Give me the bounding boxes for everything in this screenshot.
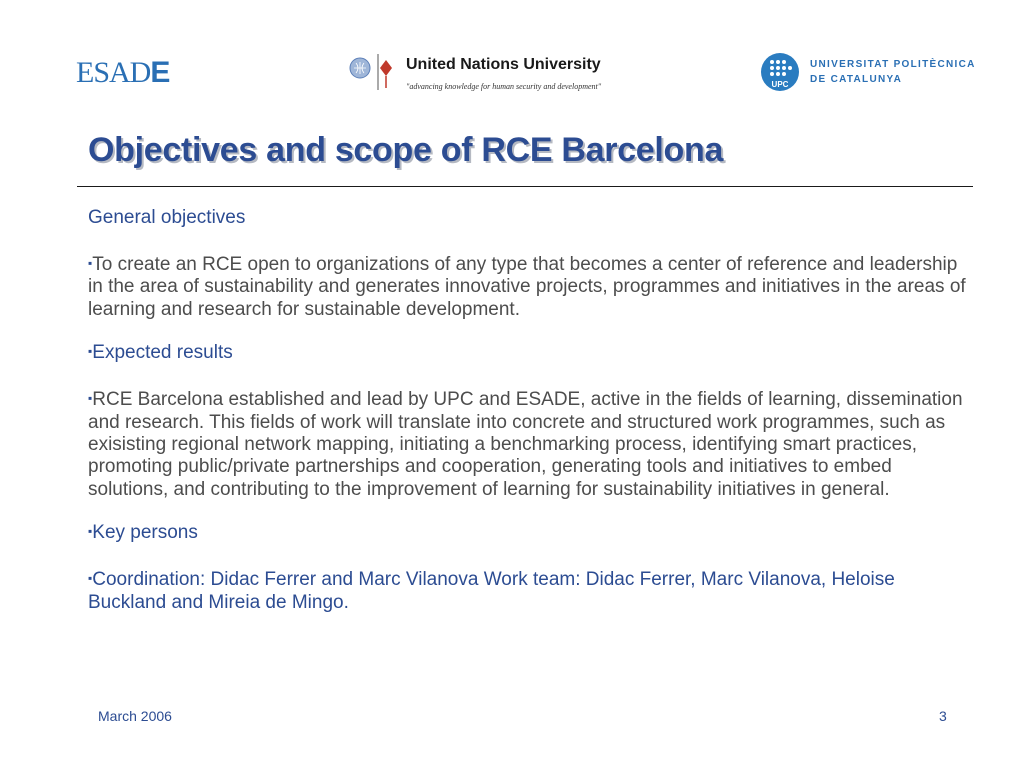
slide-title: Objectives and scope of RCE Barcelona <box>88 131 724 169</box>
esade-logo-main: ESAD <box>76 56 151 89</box>
bullet-icon: ▪ <box>88 256 93 270</box>
esade-logo-bold: E <box>150 56 171 89</box>
expected-results-text: RCE Barcelona established and lead by UPC and ESADE, active in the fields of learning, dissemination and research. This fields of work will translate into concrete and structured work programmes, such as exisisting regional network mapping, initiating a benchmarking process, identifying smart practices, promoting public/private partnerships and cooperation, generating tools and initiatives to embed solutions, and contributing to the improvement of learning for sustainability initiatives in general. <box>88 389 963 500</box>
footer-page-number: 3 <box>939 708 947 724</box>
title-divider <box>77 186 973 187</box>
bullet-icon: ▪ <box>88 524 93 539</box>
esade-logo <box>76 56 170 90</box>
slide-content <box>88 206 968 632</box>
key-persons-paragraph <box>88 567 968 614</box>
key-persons-text: Coordination: Didac Ferrer and Marc Vilanova Work team: Didac Ferrer, Marc Vilanova, Heloise Buckland and Mireia de Mingo. <box>88 569 895 613</box>
un-emblem-icon <box>348 52 402 92</box>
bullet-icon: ▪ <box>88 571 93 586</box>
footer-date: March 2006 <box>98 708 172 724</box>
key-persons-heading <box>88 519 968 545</box>
expected-results-heading <box>88 339 968 365</box>
general-objectives-text: To create an RCE open to organizations of any type that becomes a center of reference and leadership in the area of sustainability and generates innovative projects, programmes and initiatives in the areas of learning and research for sustainable development. <box>88 254 966 320</box>
bullet-icon: ▪ <box>88 344 93 359</box>
key-persons-heading-text: Key persons <box>92 522 198 544</box>
unu-name: United Nations University <box>406 56 601 73</box>
expected-results-paragraph <box>88 387 968 501</box>
bullet-icon: ▪ <box>88 391 93 406</box>
upc-badge-text: UPC <box>771 80 789 89</box>
upc-line-2: DE CATALUNYA <box>810 74 903 85</box>
upc-line-1: UNIVERSITAT POLITÈCNICA <box>810 59 976 70</box>
general-objectives-paragraph <box>88 252 968 321</box>
general-objectives-heading: General objectives <box>88 207 246 228</box>
upc-emblem-icon <box>760 52 800 92</box>
expected-results-heading-text: Expected results <box>92 342 233 364</box>
unu-tagline: "advancing knowledge for human security and development" <box>406 82 602 91</box>
